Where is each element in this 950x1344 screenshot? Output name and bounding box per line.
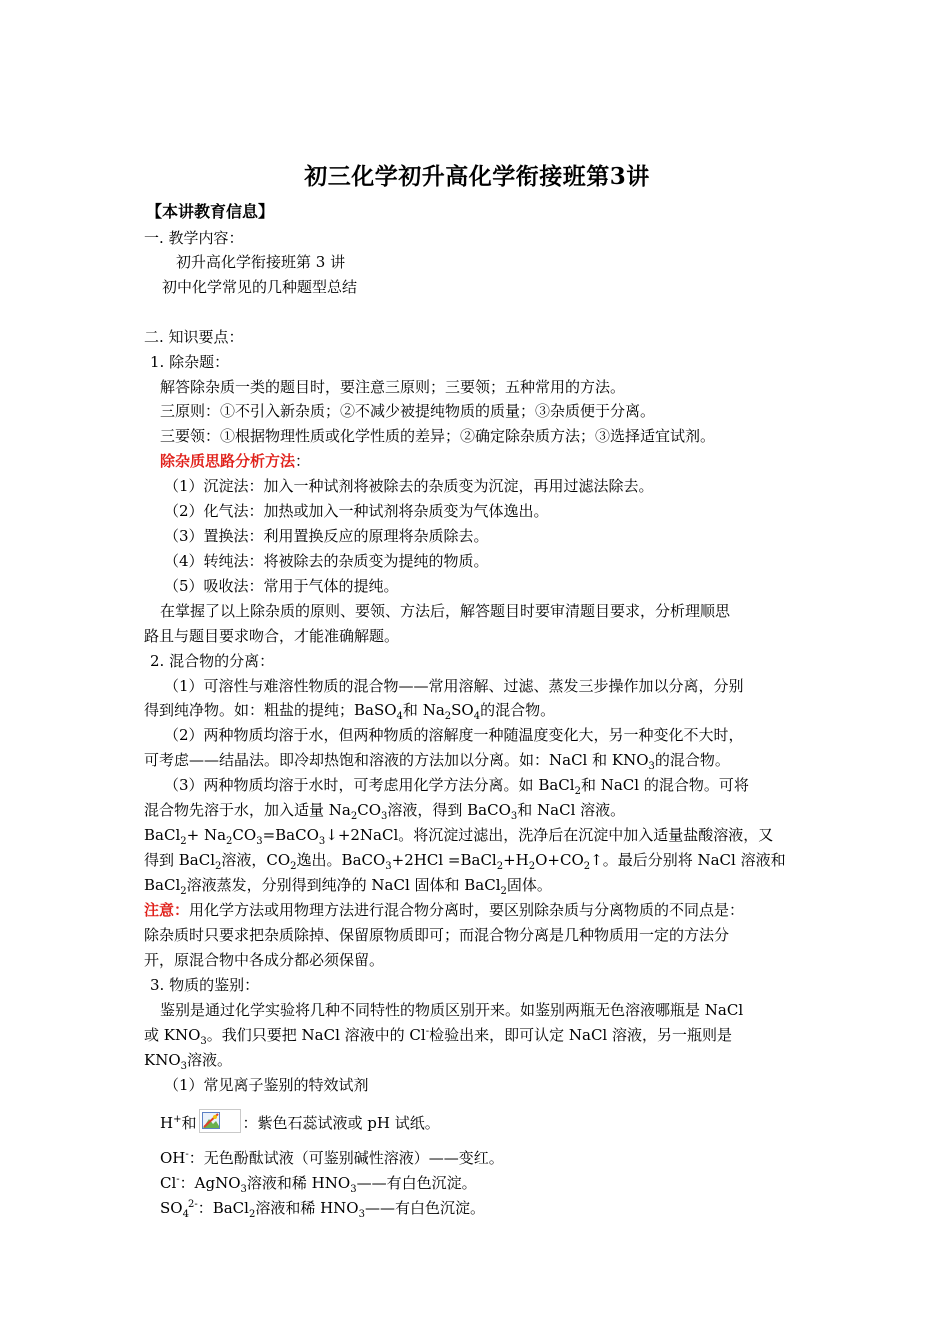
identification-line-2: 或 $KNO_3$。我们只要把 NaCl 溶液中的 Cl-检验出来，即可认定 NaCl 溶液，另一瓶则是 (144, 1026, 732, 1047)
reagent-so4: $SO_4^{2-}$：BaCl$_2$溶液和稀 $HNO_3——$有白色沉淀。 (160, 1199, 485, 1220)
equation-line-2: 得到 BaCl$_2$溶液，$CO_2$逸出。BaCO$_3$+2HCl $=BaCl_2+H_2O+CO_2↑$。最后分别将 NaCl 溶液和 (144, 851, 786, 872)
summary-line-2: 路且与题目要求吻合，才能准确解题。 (144, 627, 400, 645)
identification-line-1: 鉴别是通过化学实验将几种不同特性的物质区别开来。如鉴别两瓶无色溶液哪瓶是 NaCl (160, 1001, 744, 1019)
equation-line-1: BaCl$_2$+ $Na_2CO_3=BaCO_3↓+2NaCl$。将沉淀过滤出，洗净后在沉淀中加入适量盐酸溶液，又 (144, 826, 774, 847)
broken-image-icon (199, 1109, 241, 1133)
summary-line-1: 在掌握了以上除杂质的原则、要领、方法后，解答题目时要审清题目要求，分析理顺思 (160, 602, 731, 620)
equation-line-3: BaCl$_2$溶液蒸发，分别得到纯净的 NaCl 固体和 BaCl$_2$固体。 (144, 876, 552, 897)
separation-3-line-1: （3）两种物质均溶于水时，可考虑用化学方法分离。如 BaCl$_2$和 NaCl 的混合物。可将 (164, 776, 749, 797)
topic-1-essentials: 三要领：①根据物理性质或化学性质的差异；②确定除杂质方法；③选择适宜试剂。 (160, 427, 716, 445)
reagent-oh: OH-：无色酚酞试液（可鉴别碱性溶液）——变红。 (160, 1149, 504, 1167)
section-1-line-1: 初升高化学衔接班第 3 讲 (176, 253, 346, 271)
topic-1-intro: 解答除杂质一类的题目时，要注意三原则；三要领；五种常用的方法。 (160, 378, 626, 396)
note-line-1: 注意：用化学方法或用物理方法进行混合物分离时，要区别除杂质与分离物质的不同点是： (144, 901, 745, 919)
method-title-line: 除杂质思路分析方法： (160, 452, 311, 470)
document-title: 初三化学初升高化学衔接班第3讲 (304, 163, 650, 190)
method-2: （2）化气法：加热或加入一种试剂将杂质变为气体逸出。 (164, 502, 549, 520)
method-title: 除杂质思路分析方法 (160, 452, 296, 470)
topic-2-heading: 2. 混合物的分离： (150, 652, 275, 670)
topic-3-heading: 3. 物质的鉴别： (150, 976, 260, 994)
method-5: （5）吸收法：常用于气体的提纯。 (164, 577, 399, 595)
reagents-subheading: （1）常见离子鉴别的特效试剂 (164, 1076, 369, 1094)
identification-line-3: $KNO_3$溶液。 (144, 1051, 233, 1072)
section-1-line-2: 初中化学常见的几种题型总结 (162, 278, 358, 296)
separation-1-line-1: （1）可溶性与难溶性物质的混合物——常用溶解、过滤、蒸发三步操作加以分离，分别 (164, 677, 744, 695)
separation-3-line-2: 混合物先溶于水，加入适量 $Na_2CO_3$溶液，得到 BaCO$_3$和 NaCl 溶液。 (144, 801, 626, 822)
reagent-cl: Cl-：AgNO$_3$溶液和稀 $HNO_3——$有白色沉淀。 (160, 1174, 477, 1195)
method-1: （1）沉淀法：加入一种试剂将被除去的杂质变为沉淀，再用过滤法除去。 (164, 477, 654, 495)
separation-1-line-2: 得到纯净物。如：粗盐的提纯；BaSO$_4$和 $Na_2SO_4$的混合物。 (144, 701, 556, 722)
topic-1-principles: 三原则：①不引入新杂质；②不减少被提纯物质的质量；③杂质便于分离。 (160, 402, 656, 420)
section-2-heading: 二. 知识要点： (144, 328, 244, 346)
method-3: （3）置换法：利用置换反应的原理将杂质除去。 (164, 527, 489, 545)
separation-2-line-2: 可考虑——结晶法。即冷却热饱和溶液的方法加以分离。如：NaCl 和 $KNO_3$的混合物。 (144, 751, 730, 772)
topic-1-heading: 1. 除杂题： (150, 353, 230, 371)
separation-2-line-1: （2）两种物质均溶于水，但两种物质的溶解度一种随温度变化大，另一种变化不大时， (164, 726, 744, 744)
note-line-3: 开，原混合物中各成分都必须保留。 (144, 951, 385, 969)
reagent-h-plus: H+和 ：紫色石蕊试液或 pH 试纸。 (160, 1109, 440, 1133)
note-label: 注意： (144, 901, 190, 919)
method-4: （4）转纯法：将被除去的杂质变为提纯的物质。 (164, 552, 489, 570)
info-header: 【本讲教育信息】 (146, 202, 275, 221)
section-1-heading: 一. 教学内容： (144, 229, 244, 247)
note-line-2: 除杂质时只要求把杂质除掉、保留原物质即可；而混合物分离是几种物质用一定的方法分 (144, 926, 730, 944)
